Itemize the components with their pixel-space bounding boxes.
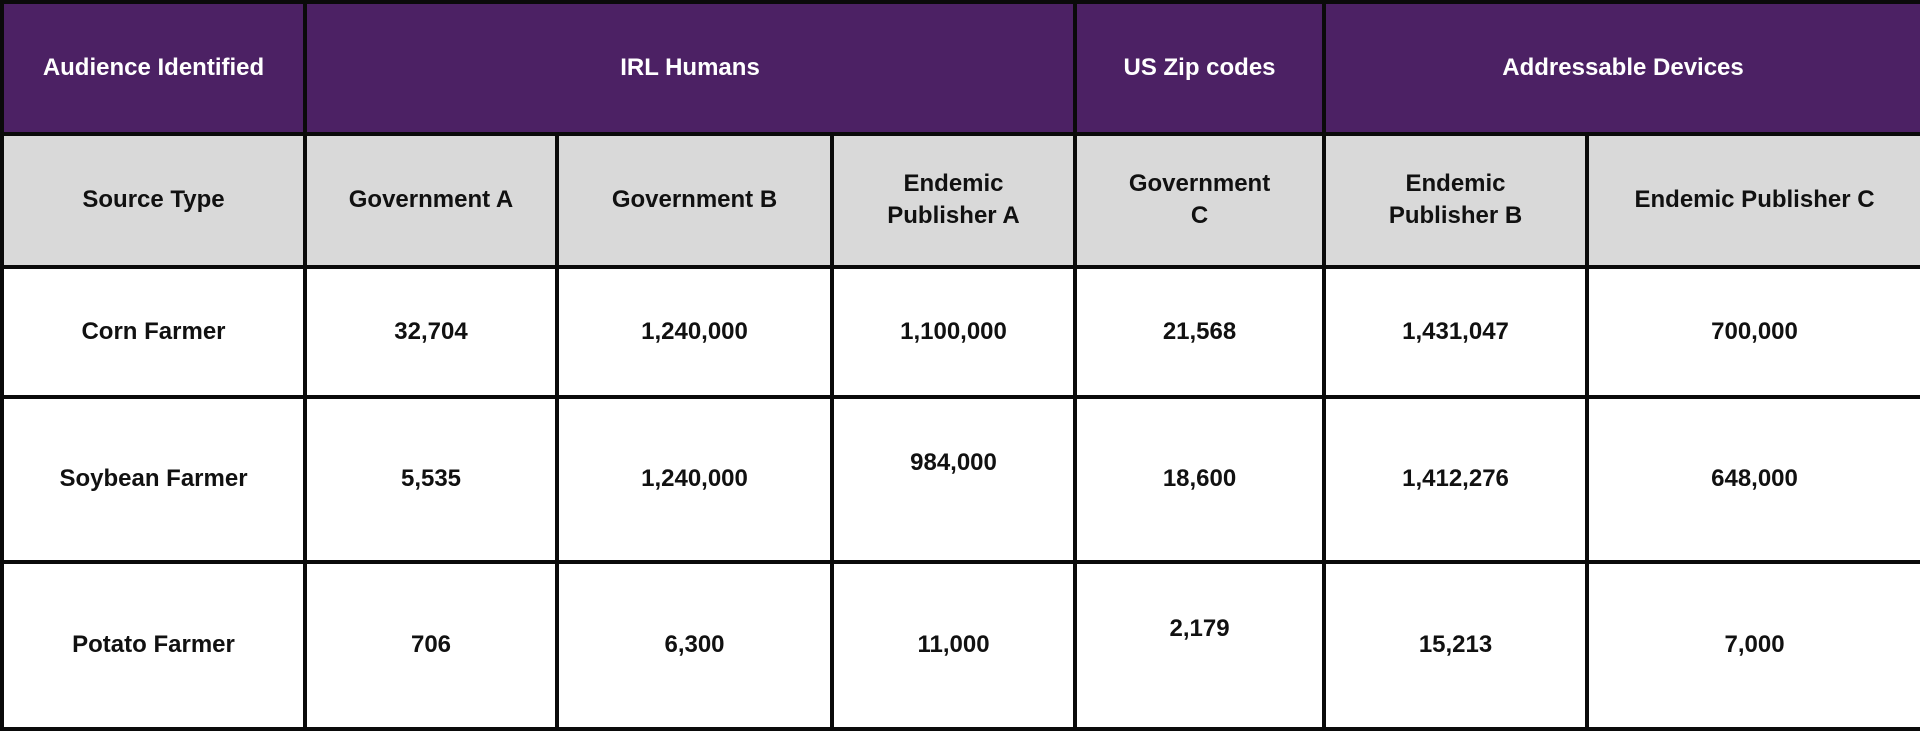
table-cell: 700,000: [1587, 267, 1920, 397]
table-cell: 15,213: [1324, 562, 1587, 729]
table-cell: 706: [305, 562, 557, 729]
table-cell: 18,600: [1075, 397, 1324, 563]
cell-value: 984,000: [910, 449, 997, 477]
table-cell: 7,000: [1587, 562, 1920, 729]
table-cell: 6,300: [557, 562, 832, 729]
column-header-government-b: Government B: [557, 134, 832, 267]
table-row-soybean-farmer: [2, 397, 1920, 563]
table-cell: 1,100,000: [832, 267, 1075, 397]
column-header-row: [2, 134, 1920, 267]
group-header-irl-humans: IRL Humans: [305, 2, 1075, 134]
row-label-cell: Potato Farmer: [2, 562, 305, 729]
group-header-audience-identified: Audience Identified: [2, 2, 305, 134]
column-header-endemic-publisher-c: Endemic Publisher C: [1587, 134, 1920, 267]
row-label-cell: Soybean Farmer: [2, 397, 305, 563]
column-header-endemic-publisher-b: Endemic Publisher B: [1324, 134, 1587, 267]
row-label-cell: Corn Farmer: [2, 267, 305, 397]
table-cell: 1,431,047: [1324, 267, 1587, 397]
table-cell: 11,000: [832, 562, 1075, 729]
table-cell: 21,568: [1075, 267, 1324, 397]
column-header-government-a: Government A: [305, 134, 557, 267]
column-header-source-type: Source Type: [2, 134, 305, 267]
group-header-row: [2, 2, 1920, 134]
table-cell: 5,535: [305, 397, 557, 563]
cell-value: 2,179: [1169, 615, 1230, 643]
group-header-us-zip-codes: US Zip codes: [1075, 2, 1324, 134]
column-header-government-c: Government C: [1075, 134, 1324, 267]
group-header-addressable-devices: Addressable Devices: [1324, 2, 1920, 134]
table-cell: 32,704: [305, 267, 557, 397]
column-header-endemic-publisher-a: Endemic Publisher A: [832, 134, 1075, 267]
table-row-potato-farmer: [2, 562, 1920, 729]
table-cell: [1075, 562, 1324, 729]
table-cell: 1,240,000: [557, 397, 832, 563]
table-cell: [832, 397, 1075, 563]
table-cell: 1,240,000: [557, 267, 832, 397]
table-row-corn-farmer: [2, 267, 1920, 397]
table-cell: 1,412,276: [1324, 397, 1587, 563]
table-cell: 648,000: [1587, 397, 1920, 563]
